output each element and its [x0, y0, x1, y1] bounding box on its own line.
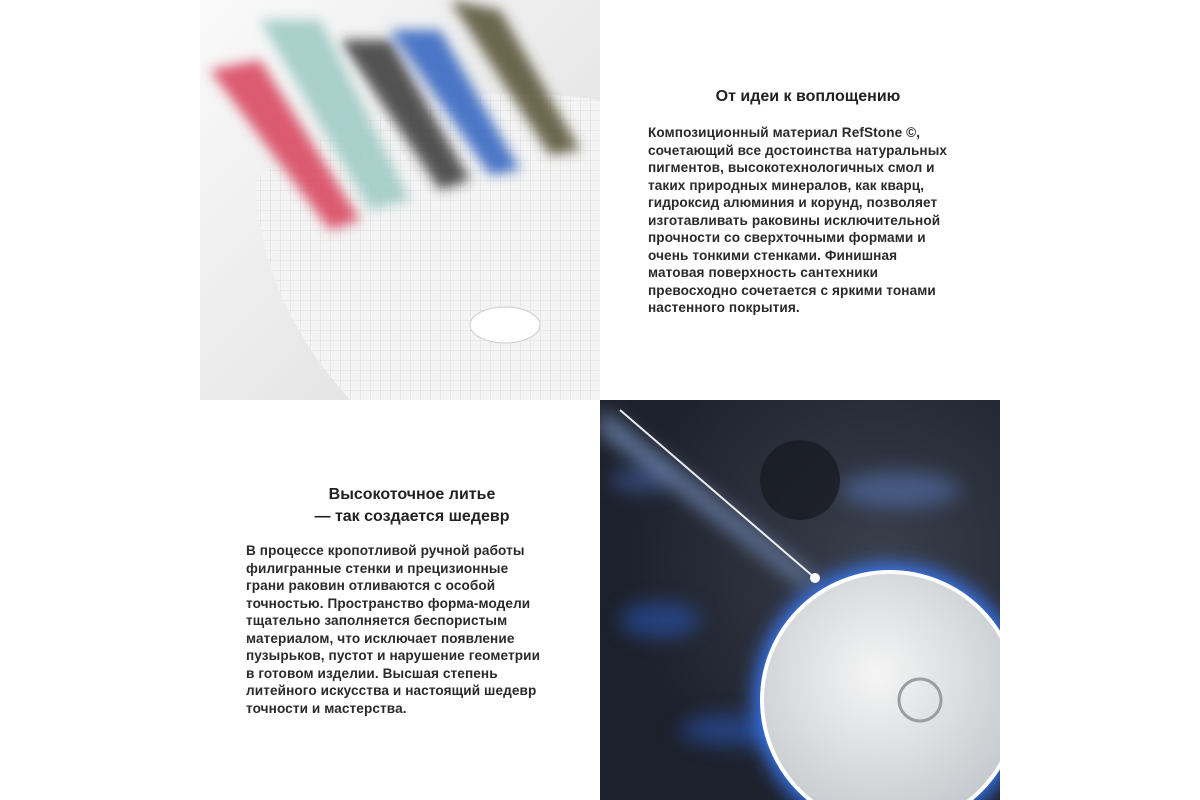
text-line: Композиционный материал RefStone ©, — [648, 125, 921, 140]
text-line: точностью. Пространство форма-модели — [246, 595, 531, 611]
glowing-sink-illustration — [600, 400, 1000, 800]
text-line: точности и мастерства. — [246, 700, 407, 716]
text-line: литейного искусства и настоящий шедевр — [246, 683, 537, 698]
text-line: В процессе кропотливой ручной работы — [246, 543, 525, 558]
text-line: пигментов, высокотехнологичных смол и — [648, 160, 935, 175]
title-line: Высокоточное литье — [328, 486, 496, 503]
text-line: материалом, что исключает появление — [246, 630, 515, 646]
text-line: превосходно сочетается с яркими тонами — [648, 282, 936, 298]
section1-title: От идеи к воплощению — [715, 88, 901, 105]
text-line: тщательно заполняется беспористым — [246, 613, 508, 628]
text-line: настенного покрытия. — [648, 300, 800, 315]
text-line: таких природных минералов, как кварц, — [648, 177, 925, 193]
text-line: пузырьков, пустот и нарушение геометрии — [246, 648, 541, 663]
text-line: гидроксид алюминия и корунд, позволяет — [648, 195, 938, 210]
wireframe-sink-with-pigments-image — [200, 0, 600, 400]
glowing-sink-casting-image — [600, 400, 1000, 800]
text-line: матовая поверхность сантехники — [648, 265, 879, 280]
section2-paragraph — [246, 542, 540, 717]
text-line: в готовом изделии. Высшая степень — [246, 665, 498, 681]
text-line: филигранные стенки и прецизионные — [246, 560, 509, 576]
text-line: прочности со сверхточными формами и — [648, 230, 926, 245]
text-line: сочетающий все достоинства натуральных — [648, 142, 948, 158]
text-line: очень тонкими стенками. Финишная — [648, 247, 898, 263]
section2-title — [252, 484, 572, 528]
text-line: изготавливать раковины исключительной — [648, 212, 941, 228]
text-line: грани раковин отливаются с особой — [246, 578, 496, 593]
section1-paragraph — [648, 124, 947, 317]
title-line: — так создается шедевр — [314, 508, 510, 525]
sink-wireframe-illustration — [200, 0, 600, 400]
